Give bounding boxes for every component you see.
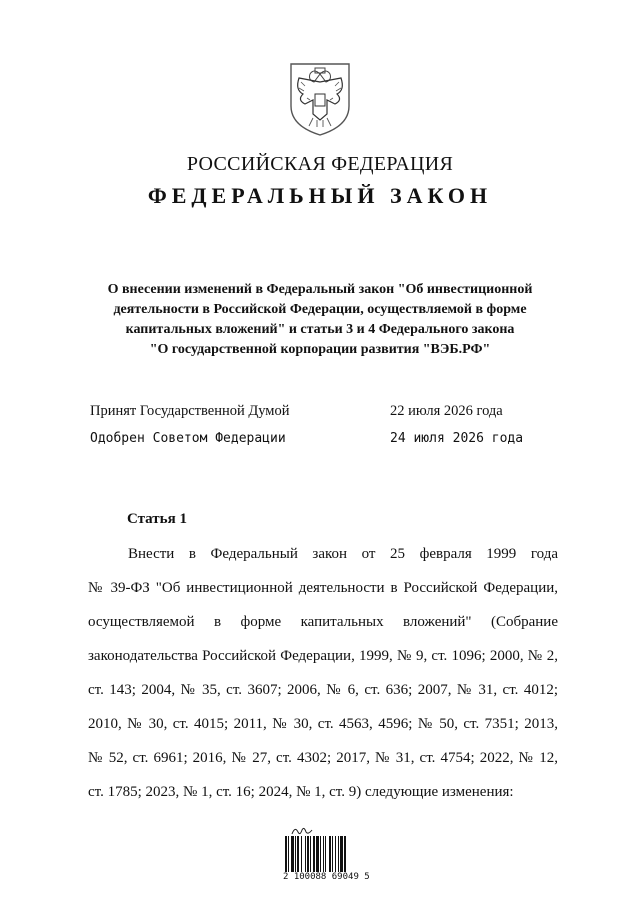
law-title-line: деятельности в Российской Федерации, осуществляемой в форме — [113, 302, 527, 317]
barcode-bars — [283, 836, 373, 872]
duma-adoption-date: 22 июля 2026 года — [390, 403, 503, 419]
paragraph-line: законодательства Российской Федерации, 1999, № 9, ст. 1096; 2000, № 2, — [88, 648, 558, 664]
document-barcode — [283, 826, 373, 886]
coat-of-arms-emblem — [287, 60, 353, 138]
paragraph-line: ст. 1785; 2023, № 1, ст. 16; 2024, № 1, ст. 9) следующие изменения: — [88, 784, 514, 800]
law-title — [80, 280, 560, 360]
article-paragraph — [88, 544, 558, 816]
signature-scribble-icon — [291, 826, 313, 836]
paragraph-line: № 39-ФЗ "Об инвестиционной деятельности в Российской Федерации, — [88, 580, 558, 596]
law-title-line: "О государственной корпорации развития "ВЭБ.РФ" — [149, 342, 491, 357]
barcode-number: 2 100088 69049 5 — [283, 872, 370, 882]
document-type: ФЕДЕРАЛЬНЫЙ ЗАКОН — [147, 183, 493, 208]
duma-adoption-label: Принят Государственной Думой — [90, 403, 290, 419]
council-approval-date: 24 июля 2026 года — [390, 431, 524, 446]
article-heading: Статья 1 — [127, 511, 187, 527]
paragraph-line: 2010, № 30, ст. 4015; 2011, № 30, ст. 4563, 4596; № 50, ст. 7351; 2013, — [88, 716, 558, 732]
law-title-line: О внесении изменений в Федеральный закон "Об инвестиционной — [107, 282, 533, 297]
council-approval-label: Одобрен Советом Федерации — [90, 431, 286, 446]
paragraph-line: № 52, ст. 6961; 2016, № 27, ст. 4302; 2017, № 31, ст. 4754; 2022, № 12, — [88, 750, 558, 766]
paragraph-line: ст. 143; 2004, № 35, ст. 3607; 2006, № 6, ст. 636; 2007, № 31, ст. 4012; — [88, 682, 558, 698]
paragraph-line: осуществляемой в форме капитальных вложений" (Собрание — [88, 614, 558, 630]
law-title-line: капитальных вложений" и статьи 3 и 4 Федерального закона — [125, 322, 515, 337]
country-name: РОССИЙСКАЯ ФЕДЕРАЦИЯ — [186, 153, 454, 175]
paragraph-line: Внести в Федеральный закон от 25 февраля 1999 года — [128, 546, 558, 562]
